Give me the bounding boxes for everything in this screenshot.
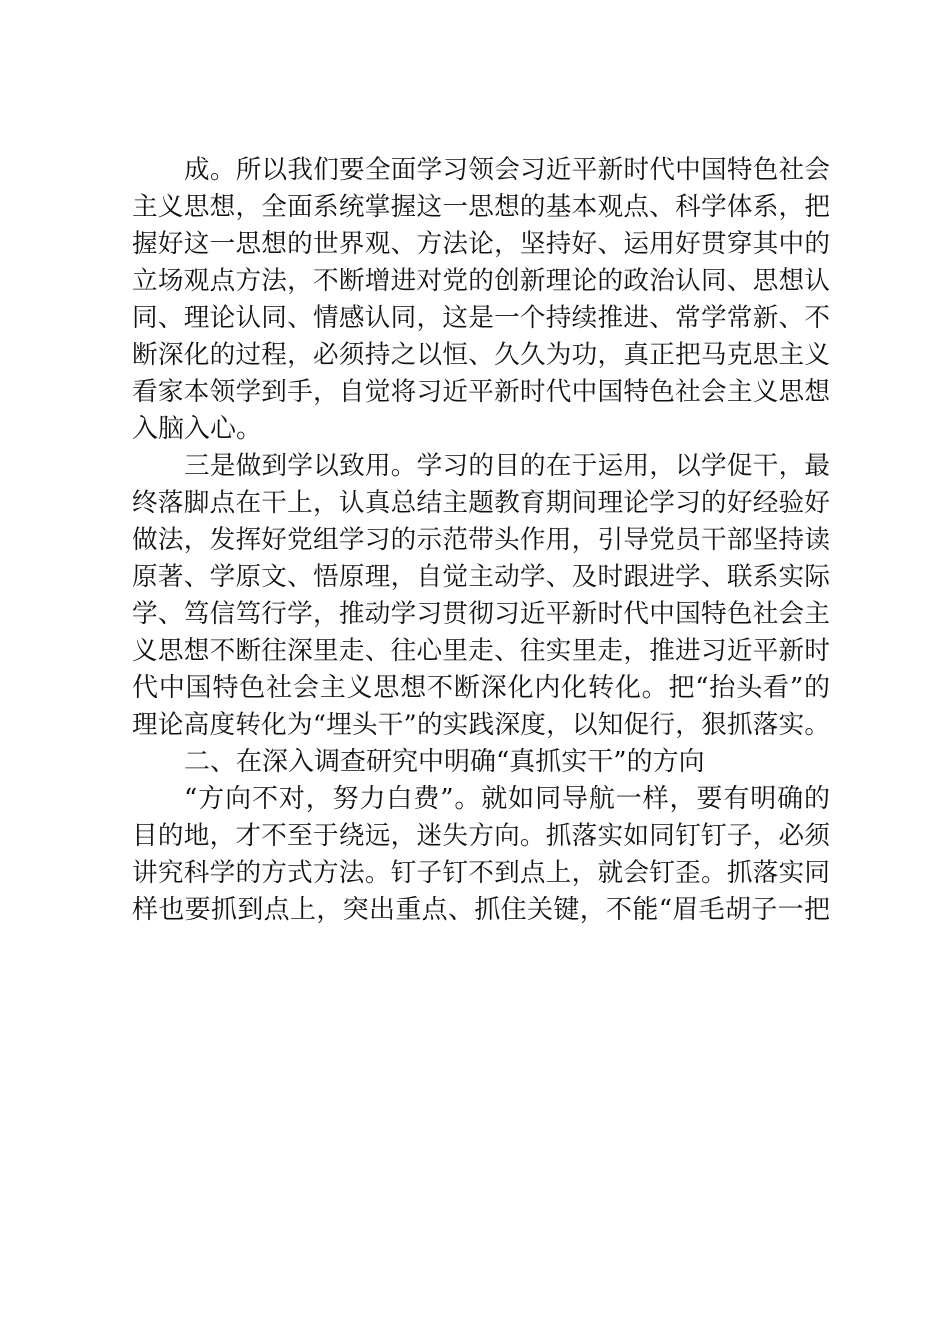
text-line: 立场观点方法，不断增进对党的创新理论的政治认同、思想认 — [132, 266, 830, 296]
section-heading: 二、在深入调查研究中明确“真抓实干”的方向 — [184, 747, 705, 777]
text-line: 原著、学原文、悟原理，自觉主动学、及时跟进学、联系实际 — [132, 562, 830, 592]
text-line: 目的地，才不至于绕远，迷失方向。抓落实如同钉钉子，必须 — [132, 821, 830, 851]
text-line: 讲究科学的方式方法。钉子钉不到点上，就会钉歪。抓落实同 — [132, 858, 830, 888]
text-line: 代中国特色社会主义思想不断深化内化转化。把“抬头看”的 — [132, 673, 830, 703]
text-line: 主义思想，全面系统掌握这一思想的基本观点、科学体系，把 — [132, 192, 830, 222]
text-line: 看家本领学到手，自觉将习近平新时代中国特色社会主义思想 — [132, 377, 830, 407]
text-line: 三是做到学以致用。学习的目的在于运用，以学促干，最 — [184, 451, 830, 481]
text-line: 成。所以我们要全面学习领会习近平新时代中国特色社会 — [184, 155, 830, 185]
text-line: 样也要抓到点上，突出重点、抓住关键，不能“眉毛胡子一把 — [132, 895, 830, 925]
text-line: 同、理论认同、情感认同，这是一个持续推进、常学常新、不 — [132, 303, 830, 333]
text-line: 做法，发挥好党组学习的示范带头作用，引导党员干部坚持读 — [132, 525, 830, 555]
text-line: 学、笃信笃行学，推动学习贯彻习近平新时代中国特色社会主 — [132, 599, 830, 629]
text-line: 入脑入心。 — [132, 414, 263, 444]
text-line: “方向不对，努力白费”。就如同导航一样，要有明确的 — [184, 784, 830, 814]
text-line: 握好这一思想的世界观、方法论，坚持好、运用好贯穿其中的 — [132, 229, 830, 259]
text-line: 义思想不断往深里走、往心里走、往实里走，推进习近平新时 — [132, 636, 830, 666]
document-body — [132, 152, 830, 929]
text-line: 终落脚点在干上，认真总结主题教育期间理论学习的好经验好 — [132, 488, 830, 518]
text-line: 理论高度转化为“埋头干”的实践深度，以知促行，狠抓落实。 — [132, 710, 830, 740]
text-line: 断深化的过程，必须持之以恒、久久为功，真正把马克思主义 — [132, 340, 830, 370]
